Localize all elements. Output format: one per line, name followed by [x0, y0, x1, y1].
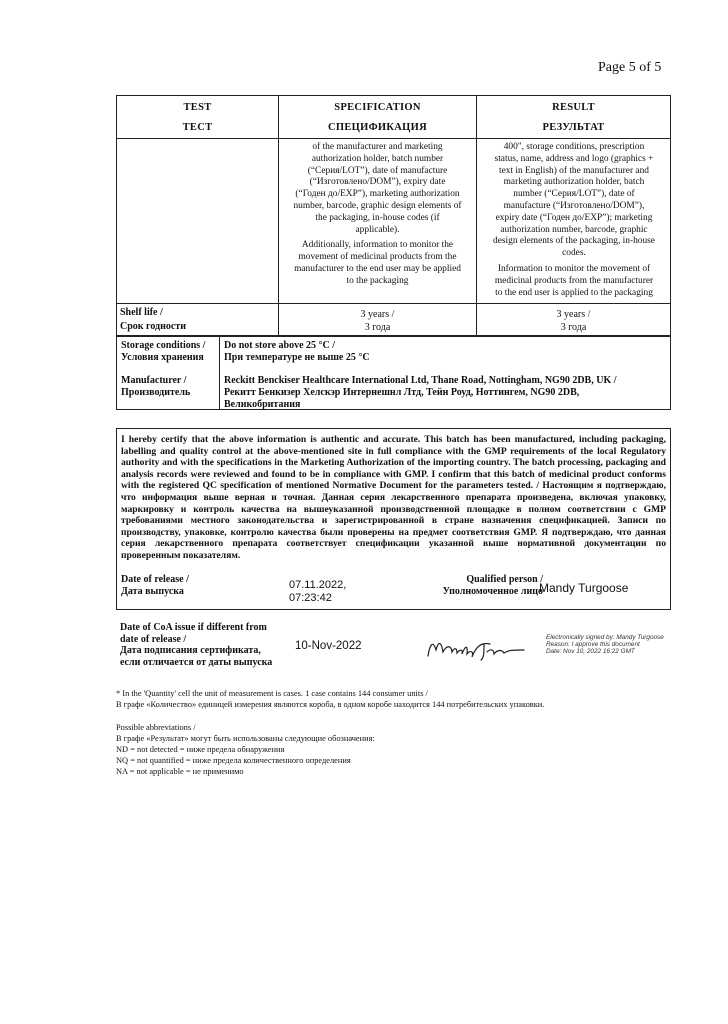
header-specification: SPECIFICATION СПЕЦИФИКАЦИЯ: [328, 102, 427, 133]
shelf-life-spec: 3 years / 3 года: [360, 309, 395, 333]
storage-value: Do not store above 25 °C / При температуре не выше 25 °C: [224, 340, 370, 363]
result-continued-text: 400", storage conditions, prescription status, name, address and logo (graphics + text in English) of the manufacturer and marketing authorization holder, batch number (“Серия/LOT”), date of manufacture (“Изготовлено/DOM”), expiry date (“Годен до/EXP”); marketing authorization number, barcode, graphic design elements of the packaging, in-house codes. Information to monitor the movement of medicinal products from the manufacturer to the end user is applied to the packaging: [493, 142, 655, 298]
manufacturer-value: Reckitt Benckiser Healthcare International Ltd, Thane Road, Nottingham, NG90 2DB, UK / Рекитт Бенкизер Хелскэр Интернешнл Лтд, Тейн Роуд, Ноттингем, NG90 2DB, Великобритания: [224, 375, 617, 410]
abbreviation-item: ND = not detected = ниже предела обнаружения: [116, 745, 285, 754]
shelf-life-label: Shelf life / Срок годности: [120, 307, 186, 332]
manufacturer-label: Manufacturer / Производитель: [121, 375, 191, 398]
handwritten-signature: [424, 630, 528, 664]
spec-continued-text: of the manufacturer and marketing authorization holder, batch number (“Серия/LOT”), date of manufacture (“Изготовлено/DOM”), expiry date (“Годен до/EXP”), marketing authorization number, barcode, graphic design elements of the packaging, in-house codes (if applicable). Additionally, information to monitor the movement of medicinal products from the manufacturer to the end user may be applied to the packaging: [293, 142, 462, 286]
specification-table: [116, 95, 671, 336]
storage-label: Storage conditions / Условия хранения: [121, 340, 206, 363]
qualified-person-label: Qualified person / Уполномоченное лицо: [442, 574, 543, 597]
abbreviation-item: NQ = not quantified = ниже предела количественного определения: [116, 756, 351, 765]
certification-text: I hereby certify that the above information is authentic and accurate. This batch has been manufactured, including packaging, labelling and quality control at the above-mentioned site in full compliance with the GMP requirements of the local Regulatory authority and with the specifications in the Marketing Authorization of the importing country. The batch processing, packaging and analysis records were reviewed and found to be in compliance with GMP. I confirm that this batch of medicinal product conforms with the registered QC specification of mentioned Normative Document for the parameters tested. / Настоящим я подтверждаю, что информация выше верная и точная. Данная серия лекарственного препарата произведена, включая упаковку, маркировку и контроль качества на вышеуказанной производственной площадке в полном соответствии с GMP требованиями местного законодательства и зарегистрированной в стране назначения спецификацией. Записи по производству, упаковке, контролю качества были проверены на предмет соответствия GMP. Я подтверждаю, что данная серия лекарственного препарата соответствует спецификации указанной выше нормативной документации по проверенным показателям.: [121, 434, 666, 561]
coa-issue-date: 10-Nov-2022: [295, 640, 362, 652]
shelf-life-result: 3 years / 3 года: [556, 309, 591, 333]
header-result: RESULT РЕЗУЛЬТАТ: [542, 102, 605, 133]
release-date-label: Date of release / Дата выпуска: [121, 574, 189, 597]
storage-manufacturer-block: [116, 336, 671, 410]
qualified-person-name: Mandy Turgoose: [539, 581, 629, 595]
certification-block: [116, 428, 671, 610]
electronic-signature-stamp: Electronically signed by: Mandy Turgoose Reason: I approve this document Date: Nov 10, 2022 16:22 GMT: [546, 634, 664, 655]
abbreviations-list: Possible abbreviations / В графе «Результат» могут быть использованы следующие обозначения: ND = not detected = ниже предела обнаружения NQ = not quantified = ниже предела количественного определения NA = not applicable = не применимо: [116, 722, 676, 777]
release-date-value: 07.11.2022, 07:23:42: [289, 579, 347, 604]
quantity-footnote: * In the 'Quantity' cell the unit of measurement is cases. 1 case contains 144 consumer units / В графе «Количество» единицей измерения являются короба, в одном коробе находится 144 потребительских упаковки.: [116, 689, 545, 709]
abbreviation-item: NA = not applicable = не применимо: [116, 767, 244, 776]
coa-issue-label: Date of CoA issue if different from date of release / Дата подписания сертификата, если отличается от даты выпуска: [120, 622, 273, 668]
header-test: TEST ТЕСТ: [182, 102, 213, 133]
page-number: Page 5 of 5: [598, 60, 662, 75]
